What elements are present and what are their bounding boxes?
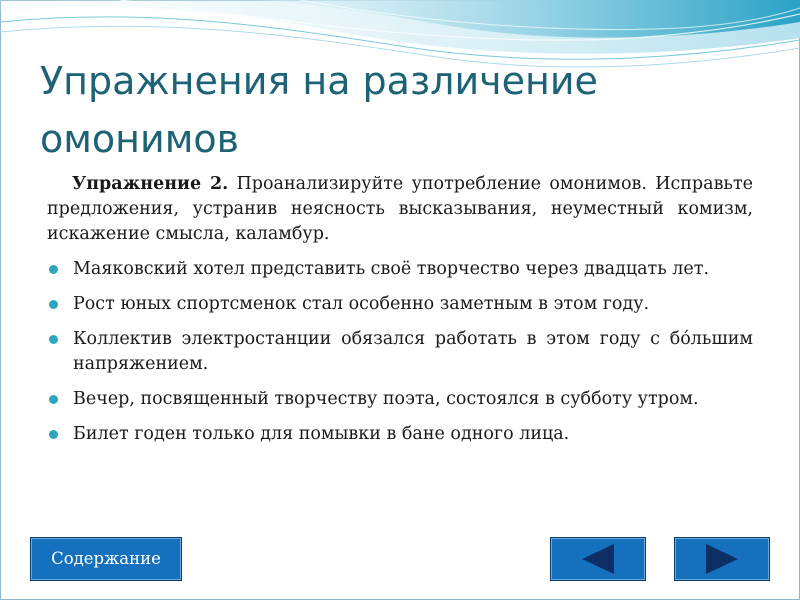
list-item: [47, 327, 753, 377]
bullet-icon: [49, 265, 58, 274]
exercise-intro: [47, 172, 753, 247]
list-item: [47, 422, 753, 447]
slide-title: Упражнения на различение омонимов: [40, 59, 598, 161]
triangle-right-icon: [706, 544, 738, 574]
list-item-text: Рост юных спортсменок стал особенно заметным в этом году.: [73, 294, 650, 314]
previous-slide-button[interactable]: [550, 537, 646, 581]
triangle-left-icon: [582, 544, 614, 574]
contents-button[interactable]: Содержание: [30, 537, 182, 581]
next-slide-button[interactable]: [674, 537, 770, 581]
list-item: [47, 257, 753, 282]
exercise-label: Упражнение 2.: [72, 174, 229, 194]
list-item-text: Маяковский хотел представить своё творчество через двадцать лет.: [73, 259, 710, 279]
bullet-icon: [49, 395, 58, 404]
list-item-text: Вечер, посвященный творчеству поэта, состоялся в субботу утром.: [73, 389, 699, 409]
list-item-text: Коллектив электростанции обязался работать в этом году с бо́льшим напряжением.: [73, 329, 753, 374]
bullet-icon: [49, 335, 58, 344]
list-item: [47, 292, 753, 317]
bullet-icon: [49, 300, 58, 309]
exercise-list: [47, 257, 753, 447]
list-item: [47, 387, 753, 412]
list-item-text: Билет годен только для помывки в бане одного лица.: [73, 424, 570, 444]
exercise-text: Проанализируйте употребление омонимов. Исправьте предложения, устранив неясность высказывания, неуместный комизм, искажение смысла, каламбур.: [47, 174, 753, 244]
slide-content: [47, 172, 753, 457]
bullet-icon: [49, 430, 58, 439]
